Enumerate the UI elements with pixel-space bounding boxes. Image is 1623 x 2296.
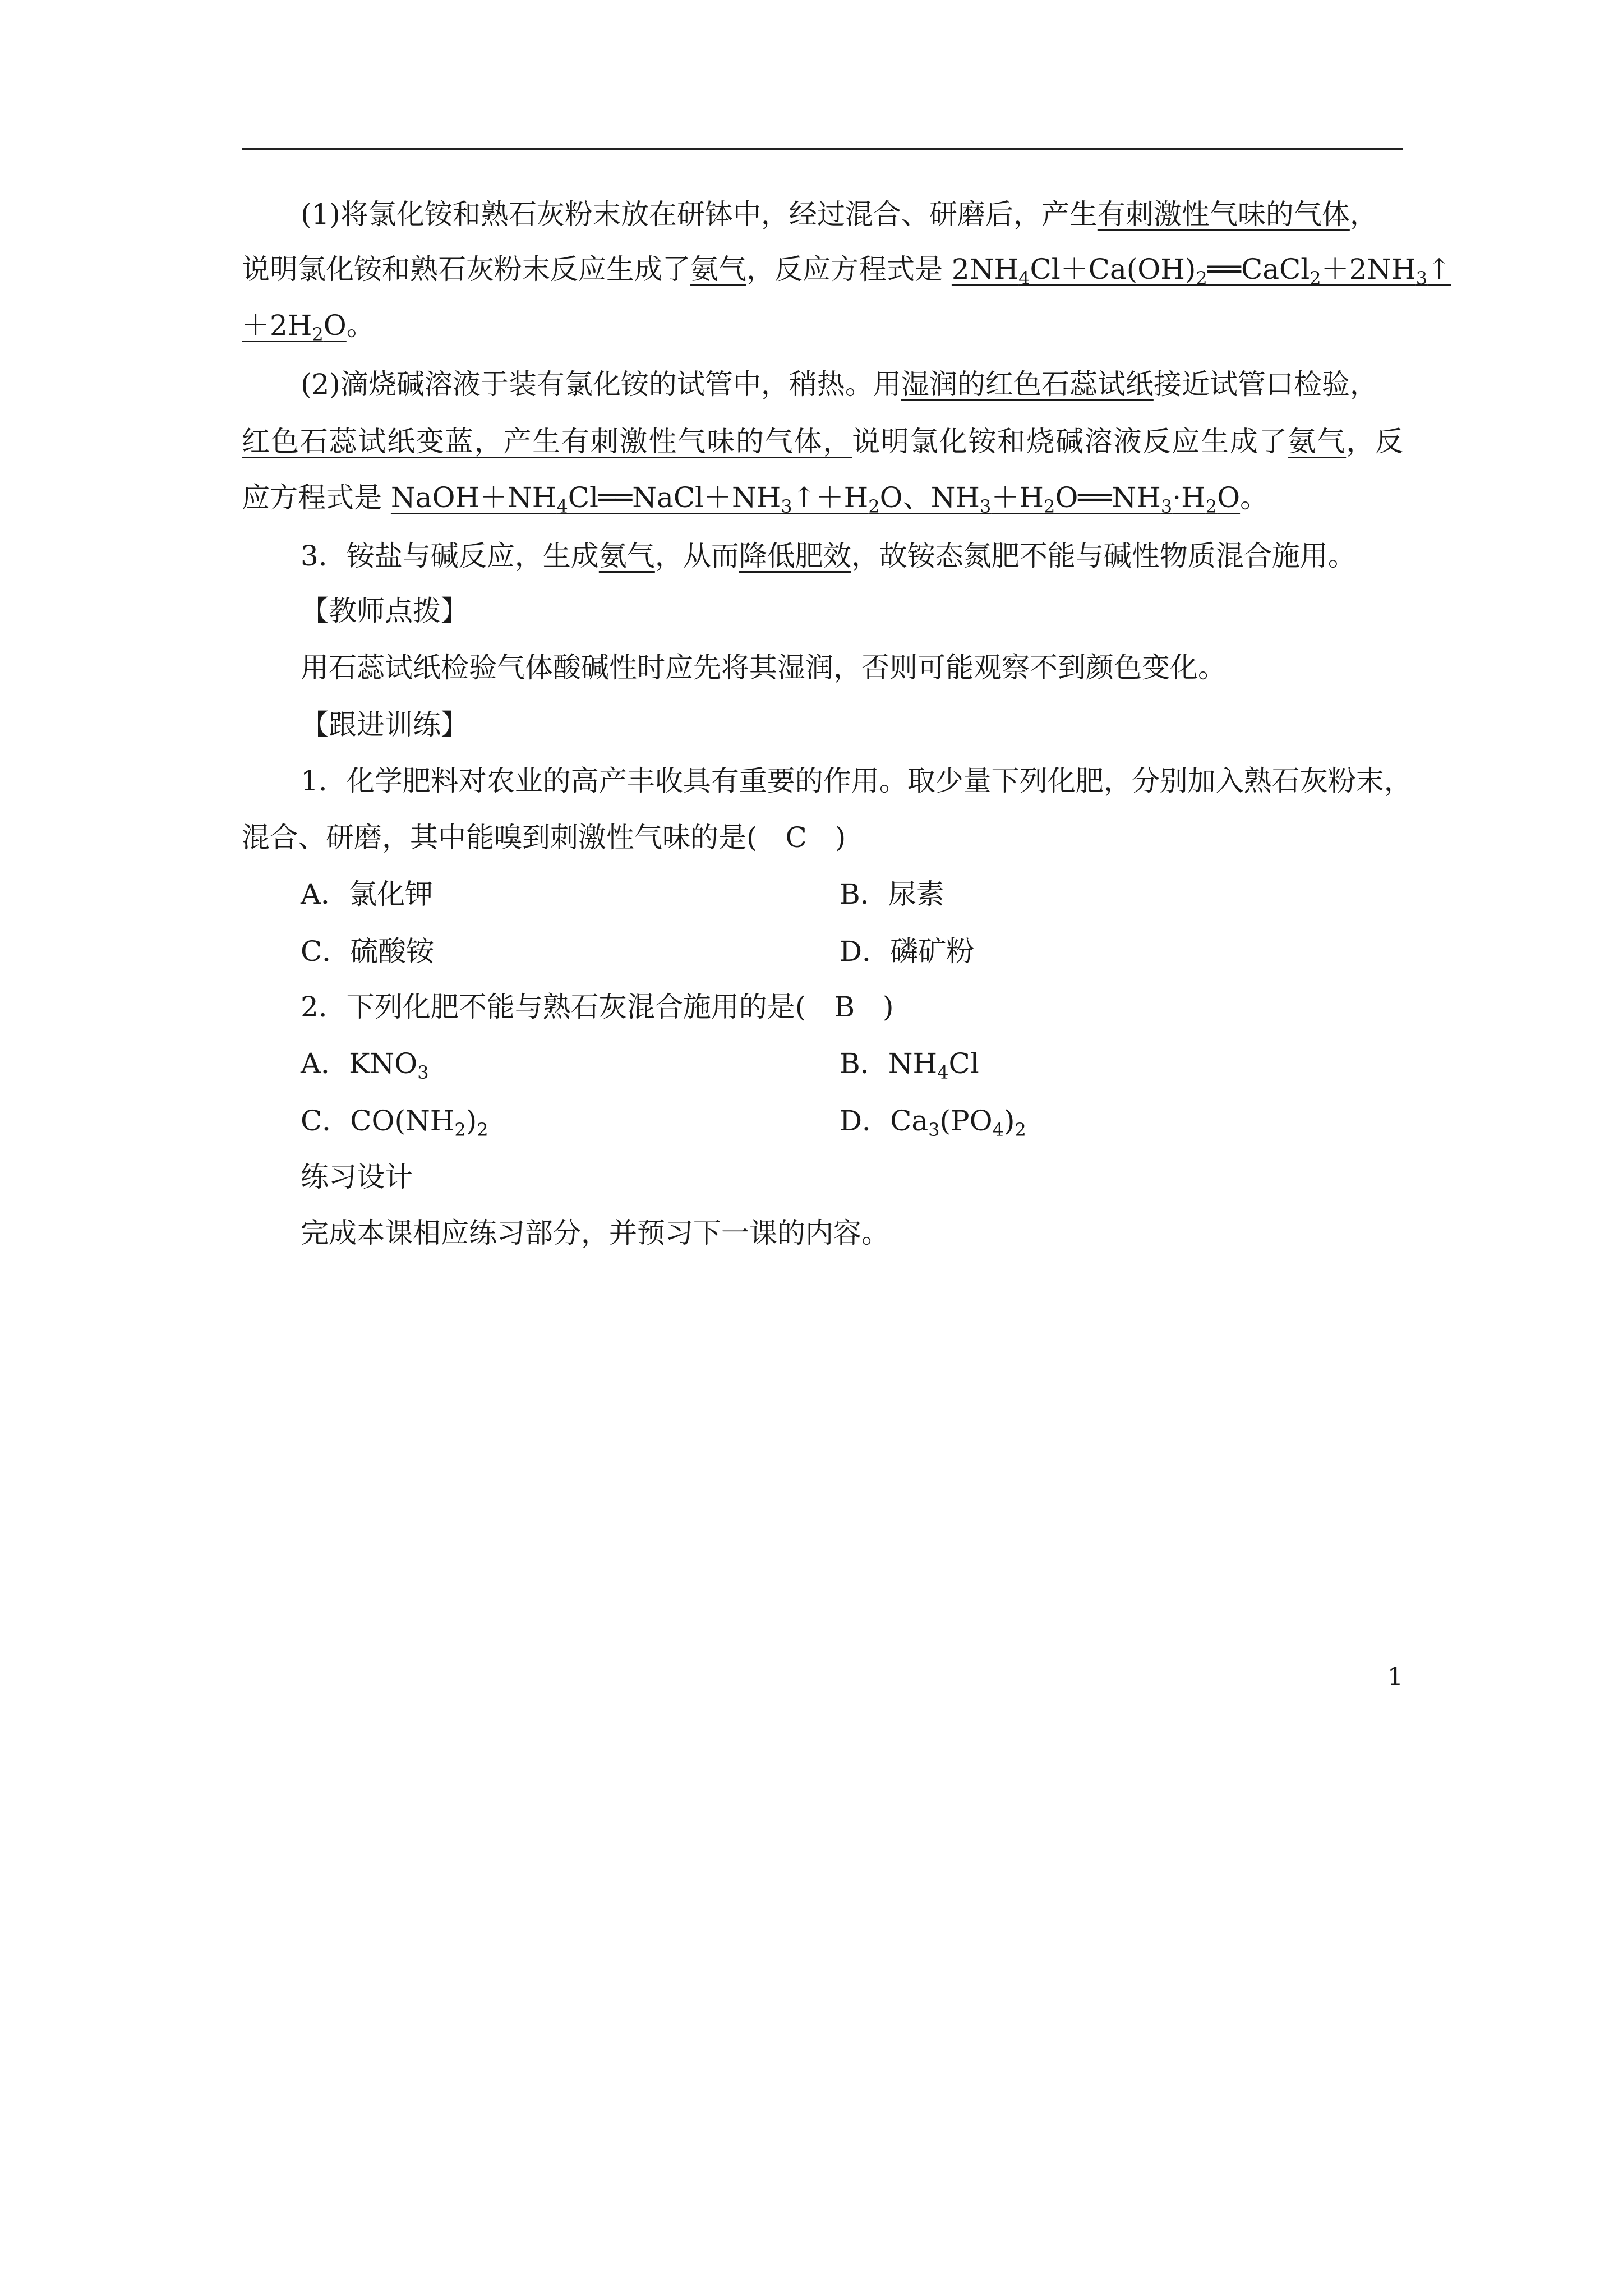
q2-stem: 2．下列化肥不能与熟石灰混合施用的是( B ) <box>301 991 894 1023</box>
equation-1-cont: $+2H_2O$ <box>242 309 347 345</box>
practice-heading: 【跟进训练】 <box>301 708 469 741</box>
text: 说明氯化铵和烧碱溶液反应生成了 <box>852 425 1288 458</box>
text: 3．铵盐与碱反应，生成 <box>301 540 599 572</box>
equation-2: $NaOH+NH_4Cl══NaCl+NH_3↑+H_2O$、$NH_3+H_2O══NH_3\cdot H_2O$ <box>390 481 1241 517</box>
text: ，反应方程式是 <box>746 253 952 286</box>
text: 。 <box>1240 481 1269 514</box>
p1-line-2 <box>242 252 1451 289</box>
answer-underlined: 降低肥效 <box>739 540 851 572</box>
q2-options-row-2 <box>301 1104 1403 1138</box>
answer-underlined: 氨气 <box>1288 425 1347 458</box>
text: 说明氯化铵和熟石灰粉末反应生成了 <box>242 253 690 286</box>
p1-line-1 <box>301 197 1403 231</box>
p1-line-3 <box>242 309 1403 345</box>
text: ， <box>1349 198 1378 231</box>
text: ，反 <box>1346 425 1404 458</box>
exercise-text: 完成本课相应练习部分，并预习下一课的内容。 <box>301 1217 889 1249</box>
q1-option-b: B．尿素 <box>840 878 944 910</box>
q2-option-c: C．$CO(NH_2)_2$ <box>301 1105 488 1140</box>
teacher-text: 用石蕊试纸检验气体酸碱性时应先将其湿润，否则可能观察不到颜色变化。 <box>301 651 1226 684</box>
q1-option-a: A．氯化钾 <box>301 878 434 910</box>
teacher-heading: 【教师点拨】 <box>301 595 469 627</box>
text: ，从而 <box>654 540 739 572</box>
equation-1: $2NH_4Cl+Ca(OH)_2══CaCl_2+2NH_3↑$ <box>951 253 1451 289</box>
p2-line-1 <box>301 367 1403 401</box>
page-number: 1 <box>1387 1663 1403 1691</box>
p3-line <box>301 539 1403 573</box>
answer-underlined: 红色石蕊试纸变蓝，产生有刺激性气味的气体， <box>242 425 852 458</box>
q2-options-row-1 <box>301 1047 1403 1083</box>
answer-underlined: 有刺激性气味的气体 <box>1097 198 1350 231</box>
answer-underlined: 氨气 <box>598 540 655 572</box>
q1-options-row-2 <box>301 935 1403 968</box>
exercise-heading: 练习设计 <box>301 1161 413 1193</box>
q1-option-d: D．磷矿粉 <box>840 935 975 968</box>
text: 。 <box>346 309 375 342</box>
text: 接近试管口检验， <box>1153 368 1378 401</box>
header-rule <box>242 148 1403 150</box>
p2-line-2 <box>242 425 1403 458</box>
p2-line-3 <box>242 481 1403 517</box>
text: (1)将氯化铵和熟石灰粉末放在研钵中，经过混合、研磨后，产生 <box>301 198 1098 231</box>
q2-option-a: A．$KNO_3$ <box>301 1047 429 1083</box>
q1-option-c: C．硫酸铵 <box>301 935 435 968</box>
text: ，故铵态氮肥不能与碱性物质混合施用。 <box>851 540 1356 572</box>
q1-options-row-1 <box>301 877 1403 911</box>
q1-line-1: 1．化学肥料对农业的高产丰收具有重要的作用。取少量下列化肥，分别加入熟石灰粉末， <box>301 765 1412 797</box>
q1-line-2: 混合、研磨，其中能嗅到刺激性气味的是( C ) <box>242 821 846 854</box>
answer-underlined: 氨气 <box>690 253 746 286</box>
q2-option-b: B．$NH_4Cl$ <box>840 1047 979 1083</box>
text: 应方程式是 <box>242 481 391 514</box>
q2-option-d: D．$Ca_3(PO_4)_2$ <box>840 1105 1026 1140</box>
text: (2)滴烧碱溶液于装有氯化铵的试管中，稍热。用 <box>301 368 901 401</box>
answer-underlined: 湿润的红色石蕊试纸 <box>901 368 1154 401</box>
